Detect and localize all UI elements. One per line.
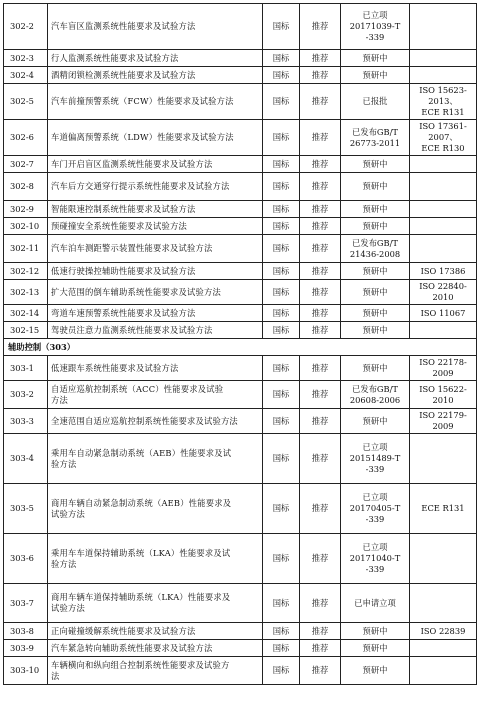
row-type: 推荐	[300, 120, 341, 156]
row-name: 低速跟车系统性能要求及试验方法	[48, 356, 263, 381]
row-name: 驾驶员注意力监测系统性能要求及试验方法	[48, 322, 263, 339]
row-type: 推荐	[300, 280, 341, 305]
row-type: 推荐	[300, 484, 341, 534]
row-status: 预研中	[341, 409, 410, 434]
row-type: 推荐	[300, 657, 341, 685]
row-id: 302-7	[4, 156, 48, 173]
table-row	[4, 120, 477, 156]
row-id: 303-9	[4, 640, 48, 657]
standards-document	[3, 3, 477, 685]
table-row	[4, 584, 477, 623]
row-level: 国标	[263, 201, 300, 218]
row-status: 预研中	[341, 156, 410, 173]
row-id: 302-13	[4, 280, 48, 305]
row-name: 全速范围自适应巡航控制系统性能要求及试验方法	[48, 409, 263, 434]
row-type: 推荐	[300, 434, 341, 484]
row-reference	[410, 434, 477, 484]
table-row	[4, 434, 477, 484]
row-id: 302-6	[4, 120, 48, 156]
row-reference: ISO 22840-2010	[410, 280, 477, 305]
row-type: 推荐	[300, 381, 341, 409]
row-status: 预研中	[341, 322, 410, 339]
table-row	[4, 623, 477, 640]
row-level: 国标	[263, 280, 300, 305]
row-name: 酒精闭锁检测系统性能要求及试验方法	[48, 67, 263, 84]
row-id: 303-10	[4, 657, 48, 685]
table-row	[4, 484, 477, 534]
table-row	[4, 50, 477, 67]
row-id: 303-5	[4, 484, 48, 534]
row-level: 国标	[263, 173, 300, 201]
row-id: 302-8	[4, 173, 48, 201]
row-level: 国标	[263, 305, 300, 322]
row-status: 已申请立项	[341, 584, 410, 623]
row-type: 推荐	[300, 156, 341, 173]
row-status: 预研中	[341, 657, 410, 685]
row-level: 国标	[263, 263, 300, 280]
table-row	[4, 67, 477, 84]
row-status: 预研中	[341, 305, 410, 322]
row-status: 预研中	[341, 201, 410, 218]
row-id: 302-9	[4, 201, 48, 218]
row-status: 预研中	[341, 173, 410, 201]
table-row	[4, 4, 477, 50]
row-reference	[410, 173, 477, 201]
table-row	[4, 218, 477, 235]
row-type: 推荐	[300, 201, 341, 218]
row-reference: ISO 15623-2013、 ECE R131	[410, 84, 477, 120]
row-id: 302-15	[4, 322, 48, 339]
row-status: 已立项 20171040-T -339	[341, 534, 410, 584]
table-row	[4, 156, 477, 173]
table-row	[4, 534, 477, 584]
row-id: 303-2	[4, 381, 48, 409]
row-reference: ISO 22179-2009	[410, 409, 477, 434]
row-status: 预研中	[341, 280, 410, 305]
row-type: 推荐	[300, 4, 341, 50]
row-level: 国标	[263, 235, 300, 263]
row-status: 已发布GB/T 20608-2006	[341, 381, 410, 409]
row-type: 推荐	[300, 173, 341, 201]
row-level: 国标	[263, 156, 300, 173]
row-name: 预碰撞安全系统性能要求及试验方法	[48, 218, 263, 235]
row-type: 推荐	[300, 623, 341, 640]
section-title: 辅助控制（303）	[4, 339, 477, 356]
section-row	[4, 339, 477, 356]
row-name: 扩大范围的倒车辅助系统性能要求及试验方法	[48, 280, 263, 305]
row-id: 302-2	[4, 4, 48, 50]
table-row	[4, 235, 477, 263]
row-reference: ISO 15622-2010	[410, 381, 477, 409]
row-name: 汽车盲区监测系统性能要求及试验方法	[48, 4, 263, 50]
row-level: 国标	[263, 120, 300, 156]
row-level: 国标	[263, 657, 300, 685]
row-name: 汽车前撞预警系统（FCW）性能要求及试验方法	[48, 84, 263, 120]
row-reference	[410, 584, 477, 623]
table-row	[4, 640, 477, 657]
row-level: 国标	[263, 640, 300, 657]
row-level: 国标	[263, 50, 300, 67]
row-type: 推荐	[300, 584, 341, 623]
row-reference	[410, 657, 477, 685]
row-id: 303-4	[4, 434, 48, 484]
row-type: 推荐	[300, 409, 341, 434]
row-name: 汽车泊车测距警示装置性能要求及试验方法	[48, 235, 263, 263]
row-name: 商用车辆车道保持辅助系统（LKA）性能要求及 试验方法	[48, 584, 263, 623]
row-name: 汽车紧急转向辅助系统性能要求及试验方法	[48, 640, 263, 657]
row-reference	[410, 4, 477, 50]
row-reference	[410, 235, 477, 263]
row-type: 推荐	[300, 356, 341, 381]
row-level: 国标	[263, 623, 300, 640]
row-name: 低速行驶操控辅助性能要求及试验方法	[48, 263, 263, 280]
row-name: 行人监测系统性能要求及试验方法	[48, 50, 263, 67]
row-id: 302-4	[4, 67, 48, 84]
table-row	[4, 381, 477, 409]
row-level: 国标	[263, 67, 300, 84]
row-id: 303-3	[4, 409, 48, 434]
row-name: 智能限速控制系统性能要求及试验方法	[48, 201, 263, 218]
row-type: 推荐	[300, 305, 341, 322]
row-type: 推荐	[300, 235, 341, 263]
row-status: 预研中	[341, 640, 410, 657]
row-id: 302-11	[4, 235, 48, 263]
table-row	[4, 173, 477, 201]
row-id: 303-7	[4, 584, 48, 623]
row-type: 推荐	[300, 84, 341, 120]
row-level: 国标	[263, 584, 300, 623]
row-level: 国标	[263, 322, 300, 339]
row-id: 303-8	[4, 623, 48, 640]
row-name: 商用车辆自动紧急制动系统（AEB）性能要求及 试验方法	[48, 484, 263, 534]
row-reference	[410, 50, 477, 67]
row-reference	[410, 67, 477, 84]
row-status: 预研中	[341, 218, 410, 235]
row-reference	[410, 156, 477, 173]
row-id: 302-12	[4, 263, 48, 280]
row-type: 推荐	[300, 263, 341, 280]
table-row	[4, 280, 477, 305]
row-status: 已立项 20171039-T -339	[341, 4, 410, 50]
table-row	[4, 356, 477, 381]
row-level: 国标	[263, 218, 300, 235]
row-type: 推荐	[300, 67, 341, 84]
row-reference	[410, 201, 477, 218]
table-row	[4, 84, 477, 120]
row-reference	[410, 640, 477, 657]
row-name: 自适应巡航控制系统（ACC）性能要求及试验 方法	[48, 381, 263, 409]
row-level: 国标	[263, 4, 300, 50]
row-id: 303-1	[4, 356, 48, 381]
table-row	[4, 263, 477, 280]
row-name: 汽车后方交通穿行提示系统性能要求及试验方法	[48, 173, 263, 201]
row-id: 302-3	[4, 50, 48, 67]
row-name: 乘用车车道保持辅助系统（LKA）性能要求及试 验方法	[48, 534, 263, 584]
row-status: 已立项 20170405-T -339	[341, 484, 410, 534]
row-id: 303-6	[4, 534, 48, 584]
row-reference: ISO 22839	[410, 623, 477, 640]
table-row	[4, 409, 477, 434]
row-reference	[410, 534, 477, 584]
table-row	[4, 322, 477, 339]
row-level: 国标	[263, 434, 300, 484]
row-level: 国标	[263, 84, 300, 120]
row-status: 已报批	[341, 84, 410, 120]
row-status: 预研中	[341, 67, 410, 84]
row-status: 预研中	[341, 623, 410, 640]
row-type: 推荐	[300, 218, 341, 235]
row-reference: ECE R131	[410, 484, 477, 534]
row-reference	[410, 322, 477, 339]
row-name: 乘用车自动紧急制动系统（AEB）性能要求及试 验方法	[48, 434, 263, 484]
row-reference	[410, 218, 477, 235]
row-reference: ISO 11067	[410, 305, 477, 322]
row-id: 302-10	[4, 218, 48, 235]
row-id: 302-5	[4, 84, 48, 120]
row-level: 国标	[263, 409, 300, 434]
row-reference: ISO 17386	[410, 263, 477, 280]
row-type: 推荐	[300, 640, 341, 657]
row-type: 推荐	[300, 50, 341, 67]
row-status: 已立项 20151489-T -339	[341, 434, 410, 484]
row-id: 302-14	[4, 305, 48, 322]
row-reference: ISO 17361-2007、 ECE R130	[410, 120, 477, 156]
row-level: 国标	[263, 381, 300, 409]
row-name: 正向碰撞缓解系统性能要求及试验方法	[48, 623, 263, 640]
row-reference: ISO 22178-2009	[410, 356, 477, 381]
row-level: 国标	[263, 356, 300, 381]
row-type: 推荐	[300, 322, 341, 339]
row-name: 车辆横向和纵向组合控制系统性能要求及试验方 法	[48, 657, 263, 685]
row-level: 国标	[263, 484, 300, 534]
row-status: 预研中	[341, 356, 410, 381]
table-row	[4, 305, 477, 322]
row-type: 推荐	[300, 534, 341, 584]
table-row	[4, 201, 477, 218]
row-status: 预研中	[341, 50, 410, 67]
table-row	[4, 657, 477, 685]
row-status: 预研中	[341, 263, 410, 280]
row-name: 车门开启盲区监测系统性能要求及试验方法	[48, 156, 263, 173]
row-status: 已发布GB/T 26773-2011	[341, 120, 410, 156]
standards-table	[3, 3, 477, 685]
row-name: 车道偏离预警系统（LDW）性能要求及试验方法	[48, 120, 263, 156]
row-name: 弯道车速预警系统性能要求及试验方法	[48, 305, 263, 322]
row-status: 已发布GB/T 21436-2008	[341, 235, 410, 263]
row-level: 国标	[263, 534, 300, 584]
